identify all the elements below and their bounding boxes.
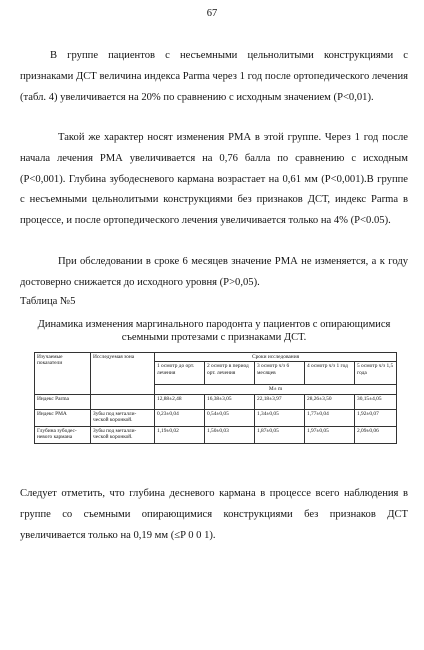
units-cell: М± m	[155, 385, 397, 394]
row-value: 28,26±3,50	[305, 394, 355, 409]
header-zone: Исследуемая зона	[91, 353, 155, 395]
row-value: 1,50±0,03	[205, 426, 255, 443]
row-value: 1,87±0,05	[255, 426, 305, 443]
table-caption: Динамика изменения маргинального пародонта у пациентов с опирающимися съемными протезами с признаками ДСТ.	[37, 319, 391, 343]
table-label: Таблица №5	[20, 296, 76, 307]
row-value: 1,97±0,05	[305, 426, 355, 443]
row-value: 1,92±0,07	[355, 409, 397, 426]
row-value: 1,34±0,05	[255, 409, 305, 426]
page-number: 67	[206, 8, 218, 19]
row-value: 16,38±3,05	[205, 394, 255, 409]
row-value: 2,09±0,06	[355, 426, 397, 443]
table-row	[35, 426, 397, 443]
table-row	[35, 409, 397, 426]
row-indicator: Глубина зубодес- невого кармана	[35, 426, 91, 443]
row-value: 0,23±0,04	[155, 409, 205, 426]
row-indicator: Индекс РМА	[35, 409, 91, 426]
row-value: 1,19±0,02	[155, 426, 205, 443]
paragraph-six-months	[20, 252, 408, 294]
header-indicator: Изучаемые показатели	[35, 353, 91, 395]
period-3: 3 осмотр ч/з 6 месяцев	[255, 362, 305, 385]
paragraph-parma-text: В группе пациентов с несъемными цельнолитыми конструкциями с признаками ДСТ величина индекса Parma через 1 год после ортопедического лечения (табл. 4) увеличивается на 20% по сравнению с исходным значением (P<0,01).	[20, 50, 408, 103]
period-1: 1 осмотр до орт. лечения	[155, 362, 205, 385]
row-indicator: Индекс Parma	[35, 394, 91, 409]
period-2: 2 осмотр в период орт. лечения	[205, 362, 255, 385]
results-table	[34, 352, 397, 444]
row-zone: Зубы под металли- ческой коронкой.	[91, 409, 155, 426]
period-4: 4 осмотр ч/з 1 год	[305, 362, 355, 385]
row-value: 0,54±0,05	[205, 409, 255, 426]
paragraph-pma	[20, 128, 408, 232]
table-row	[35, 394, 397, 409]
period-5: 5 осмотр ч/з 1,5 года	[355, 362, 397, 385]
table-header-row	[35, 353, 397, 362]
row-value: 12,88±2,48	[155, 394, 205, 409]
row-zone	[91, 394, 155, 409]
row-value: 22,18±3,97	[255, 394, 305, 409]
row-value: 1,77±0,04	[305, 409, 355, 426]
header-periods: Сроки исследования	[155, 353, 397, 362]
paragraph-pma-text: Такой же характер носят изменения РМА в этой группе. Через 1 год после начала лечения РМА увеличивается на 0,76 балла по сравнению с исходным (P<0,001). Глубина зубодесневого кармана возрастает на 0,61 мм (P<0,001).В группе с несъемными цельнолитыми конструкциями без признаков ДСТ, индекс Parma в процессе, и после ортопедического лечения увеличивается только на 4% (P<0.05).	[20, 132, 408, 227]
row-zone: Зубы под металли- ческой коронкой.	[91, 426, 155, 443]
paragraph-conclusion-text: Следует отметить, что глубина десневого кармана в процессе всего наблюдения в группе со съемными опирающимися конструкциями без признаков ДСТ увеличивается только на 0,19 мм (≤P 0 0 1).	[20, 488, 408, 541]
paragraph-parma	[20, 46, 408, 108]
row-value: 30,15±4,05	[355, 394, 397, 409]
paragraph-six-months-text: При обследовании в сроке 6 месяцев значение РМА не изменяется, а к году достоверно снижается до исходного уровня (P>0,05).	[20, 256, 408, 288]
paragraph-conclusion	[20, 484, 408, 546]
